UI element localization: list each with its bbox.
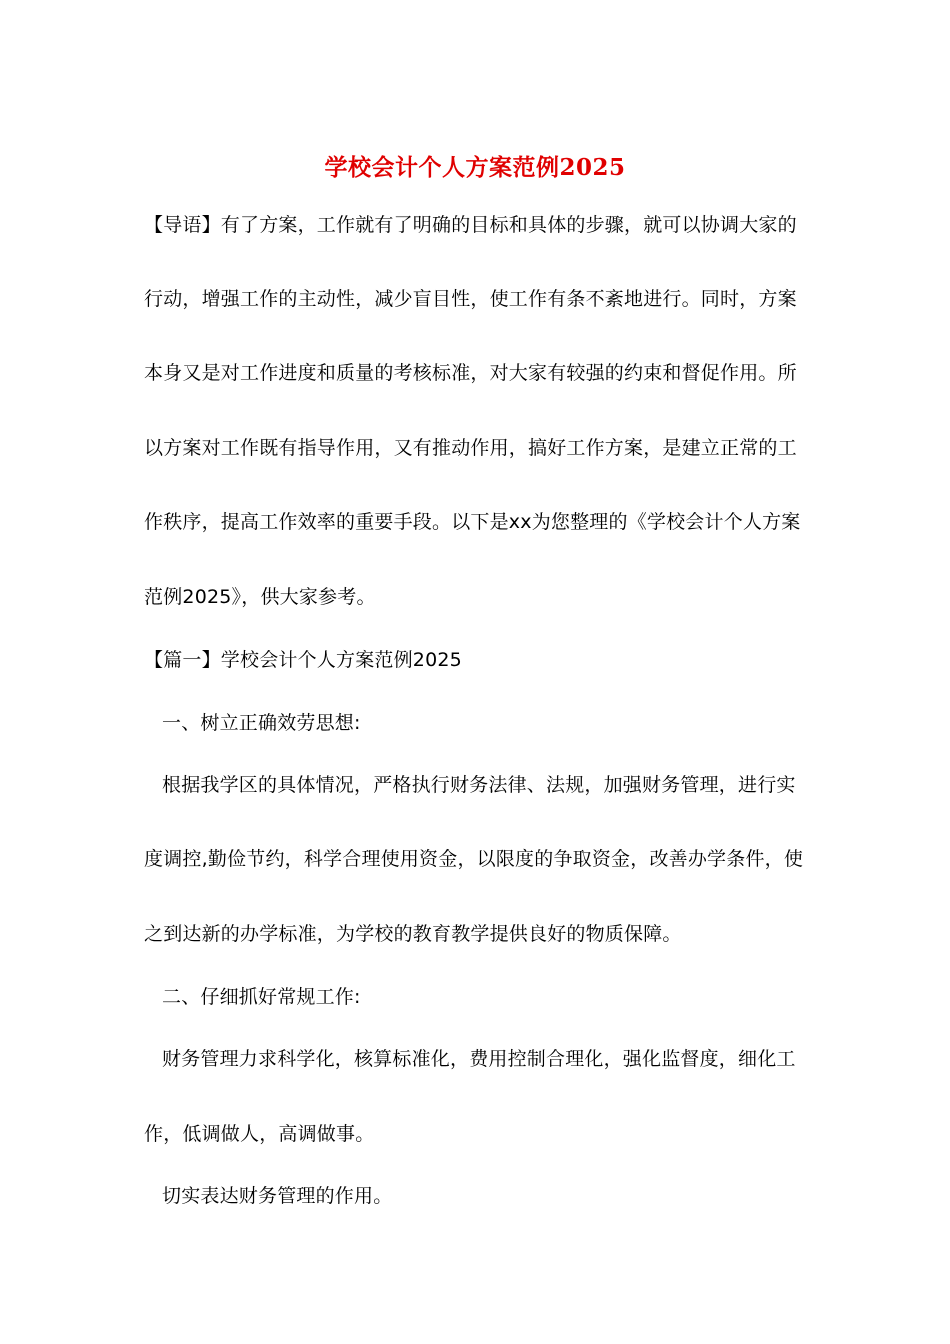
paragraph-line: 财务管理力求科学化，核算标准化，费用控制合理化，强化监督度，细化工 [162, 1048, 796, 1070]
document-title: 学校会计个人方案范例2025 [324, 154, 626, 181]
heading-2: 二、仔细抓好常规工作: [162, 986, 361, 1008]
paragraph-line: 切实表达财务管理的作用。 [162, 1185, 393, 1207]
intro-line: 本身又是对工作进度和质量的考核标准，对大家有较强的约束和督促作用。所 [144, 362, 797, 384]
paragraph-line: 根据我学区的具体情况，严格执行财务法律、法规，加强财务管理，进行实 [162, 774, 796, 796]
intro-line: 行动，增强工作的主动性，减少盲目性，使工作有条不紊地进行。同时，方案 [144, 288, 797, 310]
paragraph-line: 作，低调做人，高调做事。 [144, 1123, 375, 1145]
intro-line: 作秩序，提高工作效率的重要手段。以下是xx为您整理的《学校会计个人方案 [144, 511, 801, 533]
intro-line: 范例2025》，供大家参考。 [144, 586, 376, 608]
heading-1: 一、树立正确效劳思想: [162, 712, 361, 734]
intro-line: 【导语】有了方案，工作就有了明确的目标和具体的步骤，就可以协调大家的 [144, 214, 797, 236]
paragraph-line: 度调控,勤俭节约，科学合理使用资金，以限度的争取资金，改善办学条件，使 [144, 848, 804, 870]
paragraph-line: 之到达新的办学标准，为学校的教育教学提供良好的物质保障。 [144, 923, 682, 945]
intro-line: 以方案对工作既有指导作用，又有推动作用，搞好工作方案，是建立正常的工 [144, 437, 797, 459]
section-heading: 【篇一】学校会计个人方案范例2025 [144, 649, 462, 671]
